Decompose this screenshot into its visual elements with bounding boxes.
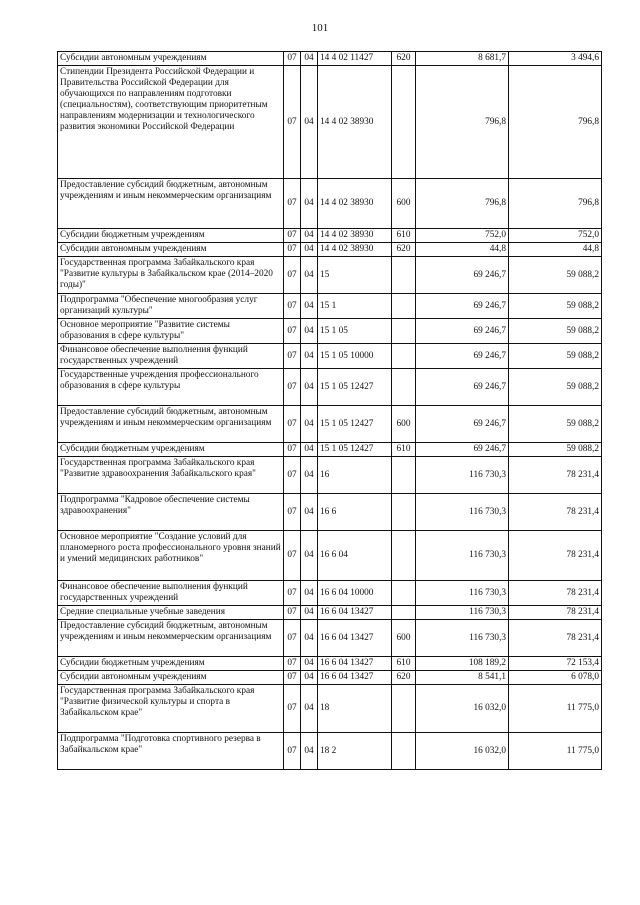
cell-subsection: 04 — [301, 179, 318, 229]
cell-expense-type — [392, 369, 416, 406]
cell-sum-1: 8 681,7 — [416, 52, 509, 66]
cell-subsection: 04 — [301, 657, 318, 671]
cell-subsection: 04 — [301, 66, 318, 179]
table-row — [58, 229, 602, 243]
cell-subsection: 04 — [301, 733, 318, 770]
cell-name: Государственные учреждения профессионального образования в сфере культуры — [58, 369, 284, 406]
cell-subsection: 04 — [301, 406, 318, 443]
table-row — [58, 620, 602, 657]
cell-target-code: 14 4 02 38930 — [318, 179, 392, 229]
cell-sum-1: 796,8 — [416, 66, 509, 179]
cell-expense-type — [392, 685, 416, 733]
table-row — [58, 344, 602, 369]
cell-section: 07 — [284, 494, 301, 531]
cell-section: 07 — [284, 581, 301, 606]
cell-name: Субсидии автономным учреждениям — [58, 243, 284, 257]
cell-name: Государственная программа Забайкальского края "Развитие культуры в Забайкальском крае (2014–2020 годы)" — [58, 257, 284, 294]
cell-name: Предоставление субсидий бюджетным, автономным учреждениям и иным некоммерческим организациям — [58, 620, 284, 657]
cell-target-code: 15 1 05 12427 — [318, 443, 392, 457]
cell-sum-2: 59 088,2 — [509, 406, 602, 443]
cell-sum-1: 116 730,3 — [416, 620, 509, 657]
cell-sum-2: 11 775,0 — [509, 685, 602, 733]
cell-subsection: 04 — [301, 685, 318, 733]
cell-target-code: 15 1 05 10000 — [318, 344, 392, 369]
cell-expense-type: 600 — [392, 406, 416, 443]
cell-subsection: 04 — [301, 457, 318, 494]
cell-name: Субсидии автономным учреждениям — [58, 52, 284, 66]
cell-sum-2: 11 775,0 — [509, 733, 602, 770]
cell-target-code: 15 1 05 12427 — [318, 369, 392, 406]
cell-section: 07 — [284, 52, 301, 66]
cell-target-code: 16 6 04 10000 — [318, 581, 392, 606]
cell-sum-1: 69 246,7 — [416, 294, 509, 319]
cell-sum-1: 116 730,3 — [416, 494, 509, 531]
cell-sum-1: 69 246,7 — [416, 369, 509, 406]
cell-subsection: 04 — [301, 369, 318, 406]
cell-sum-2: 59 088,2 — [509, 443, 602, 457]
cell-sum-2: 59 088,2 — [509, 344, 602, 369]
cell-sum-1: 752,0 — [416, 229, 509, 243]
cell-expense-type: 610 — [392, 657, 416, 671]
cell-sum-1: 69 246,7 — [416, 344, 509, 369]
cell-subsection: 04 — [301, 319, 318, 344]
cell-sum-2: 78 231,4 — [509, 620, 602, 657]
cell-expense-type — [392, 531, 416, 581]
cell-sum-1: 8 541,1 — [416, 671, 509, 685]
cell-section: 07 — [284, 671, 301, 685]
cell-section: 07 — [284, 243, 301, 257]
cell-section: 07 — [284, 457, 301, 494]
table-row — [58, 52, 602, 66]
cell-section: 07 — [284, 685, 301, 733]
cell-name: Подпрограмма "Обеспечение многообразия услуг организаций культуры" — [58, 294, 284, 319]
table-row — [58, 369, 602, 406]
cell-expense-type — [392, 344, 416, 369]
cell-section: 07 — [284, 294, 301, 319]
cell-name: Субсидии автономным учреждениям — [58, 671, 284, 685]
cell-subsection: 04 — [301, 531, 318, 581]
cell-sum-2: 78 231,4 — [509, 494, 602, 531]
cell-target-code: 16 6 04 13427 — [318, 606, 392, 620]
cell-sum-1: 16 032,0 — [416, 685, 509, 733]
cell-section: 07 — [284, 66, 301, 179]
cell-subsection: 04 — [301, 606, 318, 620]
cell-expense-type: 600 — [392, 620, 416, 657]
cell-sum-1: 108 189,2 — [416, 657, 509, 671]
cell-target-code: 15 1 05 — [318, 319, 392, 344]
cell-target-code: 15 1 — [318, 294, 392, 319]
cell-target-code: 15 1 05 12427 — [318, 406, 392, 443]
table-row — [58, 494, 602, 531]
cell-subsection: 04 — [301, 581, 318, 606]
cell-sum-1: 69 246,7 — [416, 443, 509, 457]
table-row — [58, 657, 602, 671]
cell-sum-1: 116 730,3 — [416, 457, 509, 494]
cell-sum-2: 796,8 — [509, 66, 602, 179]
cell-section: 07 — [284, 179, 301, 229]
page-number: 101 — [311, 22, 329, 34]
cell-expense-type — [392, 606, 416, 620]
table-row — [58, 671, 602, 685]
cell-sum-2: 44,8 — [509, 243, 602, 257]
cell-target-code: 16 6 04 13427 — [318, 620, 392, 657]
cell-sum-2: 59 088,2 — [509, 369, 602, 406]
table-row — [58, 319, 602, 344]
table-row — [58, 457, 602, 494]
cell-sum-1: 16 032,0 — [416, 733, 509, 770]
cell-sum-2: 78 231,4 — [509, 531, 602, 581]
cell-sum-1: 44,8 — [416, 243, 509, 257]
cell-sum-2: 72 153,4 — [509, 657, 602, 671]
cell-sum-2: 752,0 — [509, 229, 602, 243]
cell-name: Субсидии бюджетным учреждениям — [58, 657, 284, 671]
table-row — [58, 66, 602, 179]
table-row — [58, 606, 602, 620]
cell-section: 07 — [284, 344, 301, 369]
cell-name: Государственная программа Забайкальского края "Развитие физической культуры и спорта в Забайкальском крае" — [58, 685, 284, 733]
cell-name: Стипендии Президента Российской Федерации и Правительства Российской Федерации для обучающихся по направлениям подготовки (специальностям), соответствующим приоритетным направлениям модернизации и технологического развития экономики Российской Федерации — [58, 66, 284, 179]
cell-name: Предоставление субсидий бюджетным, автономным учреждениям и иным некоммерческим организациям — [58, 406, 284, 443]
cell-expense-type: 600 — [392, 179, 416, 229]
cell-section: 07 — [284, 406, 301, 443]
cell-name: Средние специальные учебные заведения — [58, 606, 284, 620]
cell-target-code: 16 — [318, 457, 392, 494]
cell-expense-type — [392, 581, 416, 606]
cell-subsection: 04 — [301, 671, 318, 685]
cell-name: Подпрограмма "Подготовка спортивного резерва в Забайкальском крае" — [58, 733, 284, 770]
cell-target-code: 14 4 02 11427 — [318, 52, 392, 66]
table-body — [58, 52, 602, 770]
cell-subsection: 04 — [301, 229, 318, 243]
cell-target-code: 15 — [318, 257, 392, 294]
cell-target-code: 16 6 04 13427 — [318, 671, 392, 685]
cell-name: Субсидии бюджетным учреждениям — [58, 443, 284, 457]
cell-name: Подпрограмма "Кадровое обеспечение системы здравоохранения" — [58, 494, 284, 531]
cell-expense-type — [392, 319, 416, 344]
cell-subsection: 04 — [301, 243, 318, 257]
cell-expense-type: 620 — [392, 671, 416, 685]
cell-expense-type: 620 — [392, 243, 416, 257]
cell-target-code: 18 — [318, 685, 392, 733]
cell-sum-1: 796,8 — [416, 179, 509, 229]
cell-sum-1: 69 246,7 — [416, 319, 509, 344]
cell-section: 07 — [284, 319, 301, 344]
cell-expense-type — [392, 257, 416, 294]
cell-sum-1: 116 730,3 — [416, 581, 509, 606]
table-row — [58, 443, 602, 457]
cell-sum-1: 69 246,7 — [416, 406, 509, 443]
cell-section: 07 — [284, 531, 301, 581]
cell-section: 07 — [284, 657, 301, 671]
cell-target-code: 16 6 04 13427 — [318, 657, 392, 671]
cell-section: 07 — [284, 620, 301, 657]
table-row — [58, 733, 602, 770]
cell-section: 07 — [284, 257, 301, 294]
cell-name: Основное мероприятие "Развитие системы образования в сфере культуры" — [58, 319, 284, 344]
table-row — [58, 257, 602, 294]
cell-subsection: 04 — [301, 257, 318, 294]
cell-name: Финансовое обеспечение выполнения функций государственных учреждений — [58, 581, 284, 606]
cell-subsection: 04 — [301, 344, 318, 369]
cell-name: Предоставление субсидий бюджетным, автономным учреждениям и иным некоммерческим организациям — [58, 179, 284, 229]
cell-expense-type — [392, 66, 416, 179]
cell-sum-2: 59 088,2 — [509, 257, 602, 294]
cell-sum-2: 78 231,4 — [509, 606, 602, 620]
cell-section: 07 — [284, 229, 301, 243]
cell-target-code: 14 4 02 38930 — [318, 66, 392, 179]
cell-expense-type — [392, 494, 416, 531]
table-row — [58, 531, 602, 581]
cell-name: Государственная программа Забайкальского края "Развитие здравоохранения Забайкальского края" — [58, 457, 284, 494]
cell-expense-type: 610 — [392, 443, 416, 457]
budget-table — [57, 51, 602, 770]
cell-subsection: 04 — [301, 294, 318, 319]
cell-sum-2: 78 231,4 — [509, 581, 602, 606]
cell-sum-2: 78 231,4 — [509, 457, 602, 494]
cell-expense-type — [392, 294, 416, 319]
cell-target-code: 16 6 04 — [318, 531, 392, 581]
cell-section: 07 — [284, 733, 301, 770]
cell-target-code: 14 4 02 38930 — [318, 229, 392, 243]
cell-subsection: 04 — [301, 494, 318, 531]
table-row — [58, 243, 602, 257]
cell-subsection: 04 — [301, 620, 318, 657]
cell-sum-1: 69 246,7 — [416, 257, 509, 294]
cell-expense-type: 610 — [392, 229, 416, 243]
cell-expense-type — [392, 457, 416, 494]
table-row — [58, 685, 602, 733]
cell-sum-1: 116 730,3 — [416, 531, 509, 581]
table-row — [58, 406, 602, 443]
cell-section: 07 — [284, 606, 301, 620]
cell-name: Основное мероприятие "Создание условий для планомерного роста профессионального уровня знаний и умений медицинских работников" — [58, 531, 284, 581]
table-row — [58, 294, 602, 319]
cell-subsection: 04 — [301, 52, 318, 66]
cell-target-code: 16 6 — [318, 494, 392, 531]
cell-expense-type: 620 — [392, 52, 416, 66]
cell-sum-1: 116 730,3 — [416, 606, 509, 620]
table-row — [58, 581, 602, 606]
cell-name: Финансовое обеспечение выполнения функций государственных учреждений — [58, 344, 284, 369]
cell-target-code: 18 2 — [318, 733, 392, 770]
cell-sum-2: 6 078,0 — [509, 671, 602, 685]
cell-sum-2: 59 088,2 — [509, 319, 602, 344]
cell-expense-type — [392, 733, 416, 770]
cell-sum-2: 796,8 — [509, 179, 602, 229]
cell-section: 07 — [284, 443, 301, 457]
cell-target-code: 14 4 02 38930 — [318, 243, 392, 257]
cell-name: Субсидии бюджетным учреждениям — [58, 229, 284, 243]
cell-sum-2: 3 494,6 — [509, 52, 602, 66]
table-row — [58, 179, 602, 229]
cell-subsection: 04 — [301, 443, 318, 457]
cell-sum-2: 59 088,2 — [509, 294, 602, 319]
cell-section: 07 — [284, 369, 301, 406]
